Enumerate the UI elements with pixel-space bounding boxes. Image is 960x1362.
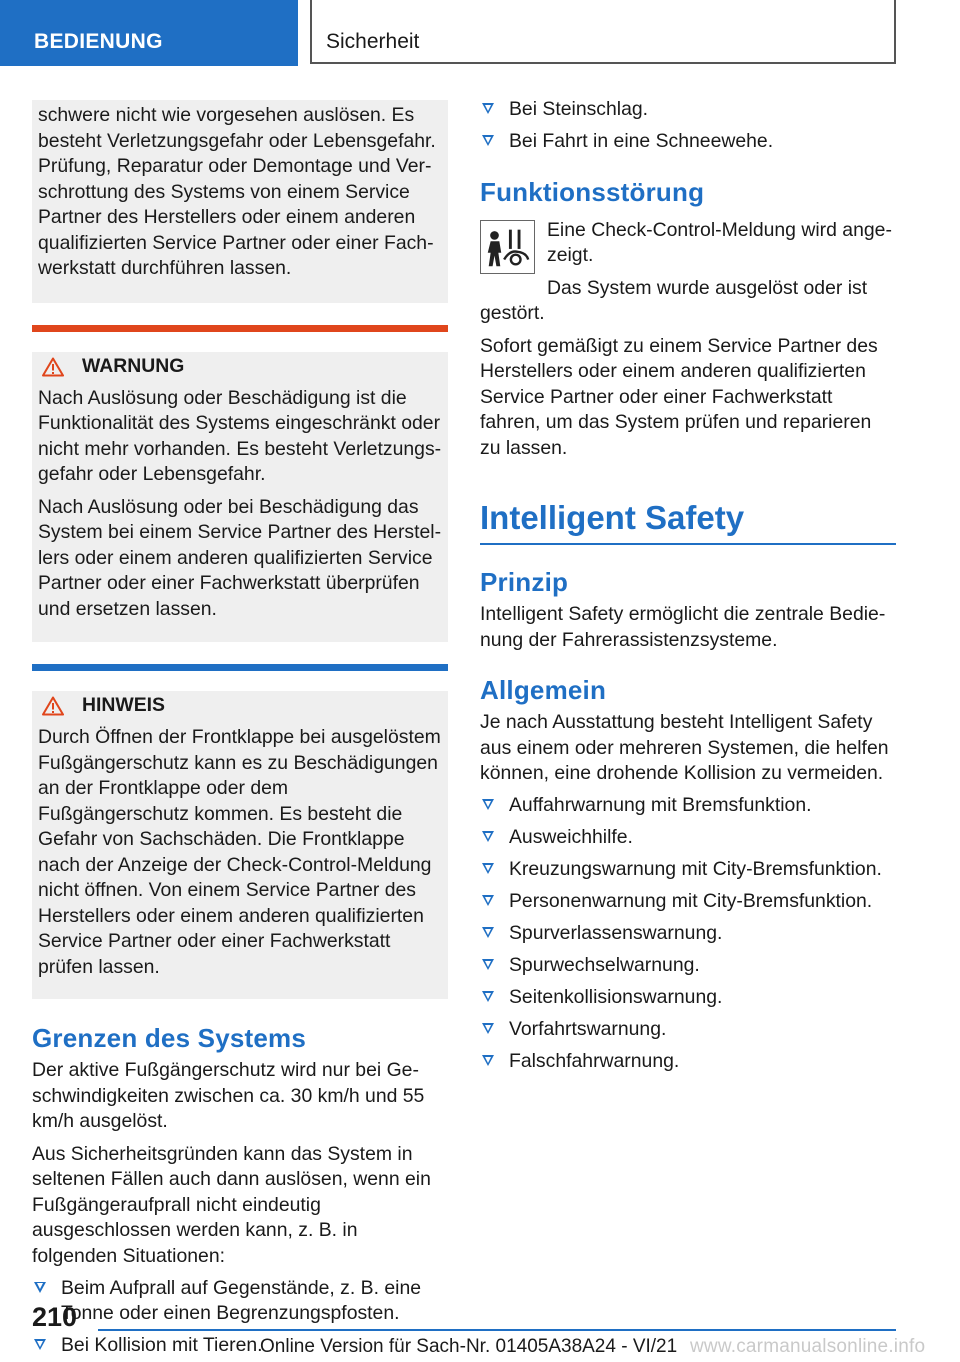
chapter-title: Sicherheit xyxy=(310,0,896,64)
list-item: Ausweichhilfe. xyxy=(480,825,896,851)
list-item: Falschfahrwarnung. xyxy=(480,1049,896,1075)
bullet-arrow-icon xyxy=(482,863,494,874)
right-column xyxy=(480,100,896,1075)
bullet-arrow-icon xyxy=(482,135,494,146)
malfunction-text-2: Das System wurde ausgelöst oder ist gestört. xyxy=(480,276,868,324)
bullet-arrow-icon xyxy=(482,991,494,1002)
warning-triangle-icon xyxy=(42,357,64,377)
bullet-arrow-icon xyxy=(482,1023,494,1034)
list-item: Beim Aufprall auf Gegenstände, z. B. eine Tonne oder einen Begrenzungspfosten. xyxy=(32,1276,448,1327)
chapter-heading-intelligent-safety: Intelligent Safety xyxy=(480,499,745,536)
footer-text: Online Version für Sach-Nr. 01405A38A24 - VI/21 xyxy=(260,1336,678,1357)
bullet-arrow-icon xyxy=(482,927,494,938)
hint-title: HINWEIS xyxy=(82,694,165,717)
list-item: Bei Fahrt in eine Schneewehe. xyxy=(480,129,896,155)
section-heading-principle: Prinzip xyxy=(480,567,569,597)
limits-body xyxy=(32,1058,448,1359)
bullet-arrow-icon xyxy=(34,1282,46,1293)
list-item: Personenwarnung mit City-Bremsfunktion. xyxy=(480,889,896,915)
limits-text-2: Aus Sicherheitsgründen kann das System in seltenen Fällen auch dann auslösen, wenn ein Fußgängeraufprall nicht eindeutig ausgeschlossen werden kann, z. B. in folgenden Situationen: xyxy=(32,1142,431,1267)
bullet-arrow-icon xyxy=(482,1055,494,1066)
hint-header xyxy=(38,691,442,721)
list-item: Kreuzungswarnung mit City-Bremsfunktion. xyxy=(480,857,896,883)
bullet-arrow-icon xyxy=(482,959,494,970)
left-column xyxy=(32,100,448,1359)
warning-header xyxy=(38,352,442,382)
list-item: Spurverlassenswarnung. xyxy=(480,921,896,947)
page-number: 210 xyxy=(32,1302,78,1332)
list-item: Seitenkollisionswarnung. xyxy=(480,985,896,1011)
malfunction-text-1: Eine Check-Control-Meldung wird angezeigt. xyxy=(547,218,892,266)
bullet-arrow-icon xyxy=(482,895,494,906)
list-item: Bei Kollision mit Tieren. xyxy=(32,1333,448,1359)
section-heading-malfunction: Funktionsstörung xyxy=(480,176,705,207)
footer-rule xyxy=(98,1329,896,1331)
hint-bar xyxy=(32,664,448,671)
check-control-row xyxy=(480,218,896,327)
section-heading-limits: Grenzen des Systems xyxy=(32,1023,307,1053)
warning-triangle-icon xyxy=(42,696,64,716)
list-item: Bei Steinschlag. xyxy=(480,97,896,123)
warning-title: WARNUNG xyxy=(82,354,185,377)
malfunction-body xyxy=(480,218,896,462)
bullet-arrow-icon xyxy=(482,799,494,810)
list-item: Vorfahrtswarnung. xyxy=(480,1017,896,1043)
pedestrian-protection-warning-icon xyxy=(480,220,535,274)
warning-bar xyxy=(32,325,448,332)
continued-notice-box xyxy=(32,100,448,303)
hint-text: Durch Öffnen der Frontklappe bei ausgelöstem Fußgängerschutz kann es zu Beschädigungen an der Frontklappe oder dem Fußgängerschutz kommen. Es besteht die Gefahr von Sachschäden. Die Frontklappe nach der Anzeige der Check-Control-Meldung nicht öffnen. Von einem Service Partner des Herstellers oder einem anderen qualifizierten Service Partner oder einer Fachwerkstatt prüfen lassen. xyxy=(38,726,441,978)
bullet-arrow-icon xyxy=(482,831,494,842)
malfunction-text-3: Sofort gemäßigt zu einem Service Partner des Herstellers oder einem anderen qualifizierten Service Partner oder einer Fachwerkstatt fahren, um das System prüfen und reparieren zu lassen. xyxy=(480,334,878,459)
warning-text-2: Nach Auslösung oder bei Beschädigung das System bei einem Service Partner des Herstellers oder einem anderen qualifizierten Service Partner oder einer Fachwerkstatt überprüfen und ersetzen lassen. xyxy=(38,495,442,620)
page-header xyxy=(0,0,960,66)
principle-text: Intelligent Safety ermöglicht die zentrale Bedienung der Fahrerassistenzsysteme. xyxy=(480,603,886,651)
section-heading-general: Allgemein xyxy=(480,675,607,705)
section-tab: BEDIENUNG xyxy=(0,0,298,66)
hint-box xyxy=(32,691,448,999)
continued-notice-text: schwere nicht wie vorgesehen auslösen. Es besteht Verletzungsgefahr oder Lebensgefahr. Prüfung, Reparatur oder Demontage und Verschrottung des Systems von einem Service Partner des Herstellers oder einem anderen qualifizierten Service Partner oder einer Fachwerkstatt durchführen lassen. xyxy=(38,104,436,279)
bullet-arrow-icon xyxy=(482,103,494,114)
general-body xyxy=(480,710,896,1075)
general-text: Je nach Ausstattung besteht Intelligent Safety aus einem oder mehreren Systemen, die helfen können, eine drohende Kollision zu vermeiden. xyxy=(480,711,889,784)
watermark: www.carmanualsonline.info xyxy=(690,1336,926,1357)
warning-box xyxy=(32,352,448,643)
list-item: Spurwechselwarnung. xyxy=(480,953,896,979)
warning-text-1: Nach Auslösung oder Beschädigung ist die Funktionalität des Systems eingeschränkt oder nicht mehr vorhanden. Es besteht Verletzungsgefahr oder Lebensgefahr. xyxy=(38,386,442,485)
top-list xyxy=(480,97,896,155)
systems-list xyxy=(480,793,896,1075)
list-item: Auffahrwarnung mit Bremsfunktion. xyxy=(480,793,896,819)
limits-text-1: Der aktive Fußgängerschutz wird nur bei Geschwindigkeiten zwischen ca. 30 km/h und 55 km/h ausgelöst. xyxy=(32,1059,425,1132)
bullet-arrow-icon xyxy=(34,1339,46,1350)
